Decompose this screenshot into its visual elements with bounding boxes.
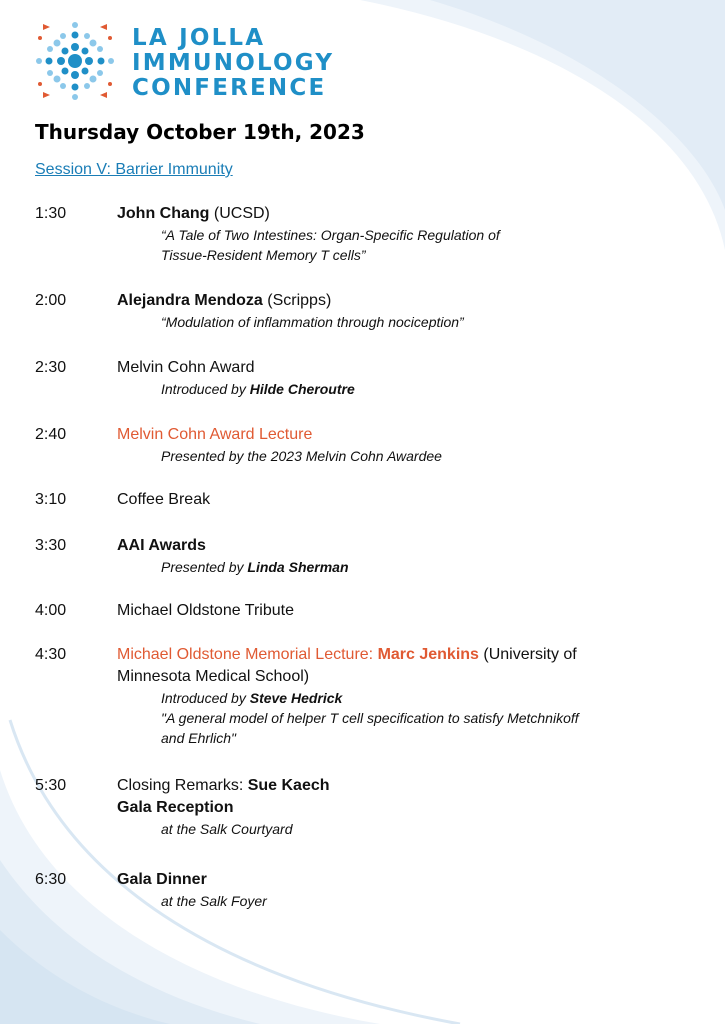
- agenda-time: 4:00: [35, 602, 67, 619]
- speaker-affiliation: (Scripps): [267, 292, 332, 309]
- agenda-intro: [117, 379, 705, 399]
- agenda-intro: [117, 688, 705, 708]
- speaker-affiliation-cont: Minnesota Medical School): [117, 668, 310, 685]
- talk-title-line-2: Tissue-Resident Memory T cells”: [161, 247, 366, 263]
- immune-cell-logo-icon: [30, 16, 120, 106]
- intro-prefix: Introduced by: [161, 381, 250, 397]
- agenda-time: 5:30: [35, 777, 67, 794]
- agenda-item: [35, 357, 705, 424]
- speaker-name: Sue Kaech: [247, 777, 330, 794]
- speaker-name: Marc Jenkins: [377, 646, 479, 663]
- agenda-item: [35, 644, 705, 775]
- agenda-note: at the Salk Courtyard: [161, 821, 293, 837]
- agenda-item: [35, 600, 705, 644]
- speaker-name: John Chang: [117, 205, 210, 222]
- agenda-speaker-line: [117, 775, 705, 797]
- talk-title-line-2: and Ehrlich": [161, 730, 237, 746]
- agenda-time: 3:30: [35, 537, 67, 554]
- speaker-name: Alejandra Mendoza: [117, 292, 263, 309]
- agenda-item: [35, 424, 705, 489]
- intro-name: Steve Hedrick: [249, 690, 343, 706]
- agenda-speaker-line: [117, 290, 705, 312]
- session-link[interactable]: Session V: Barrier Immunity: [35, 161, 233, 178]
- agenda-title: Coffee Break: [117, 491, 211, 508]
- agenda-time: 4:30: [35, 646, 67, 663]
- agenda-speaker-line: [117, 644, 705, 666]
- agenda-time: 1:30: [35, 205, 67, 222]
- agenda-item: [35, 775, 705, 869]
- agenda-time: 2:00: [35, 292, 67, 309]
- lecture-title: Michael Oldstone Memorial Lecture:: [117, 646, 378, 663]
- agenda-time: 2:40: [35, 426, 67, 443]
- agenda-time: 2:30: [35, 359, 67, 376]
- agenda-time: 6:30: [35, 871, 67, 888]
- agenda-title: Melvin Cohn Award: [117, 359, 255, 376]
- intro-name: Hilde Cheroutre: [249, 381, 355, 397]
- logo-line-3: CONFERENCE: [132, 75, 327, 101]
- agenda-list: [35, 203, 705, 913]
- agenda-note: Presented by the 2023 Melvin Cohn Awardee: [161, 448, 442, 464]
- agenda-title: AAI Awards: [117, 537, 206, 554]
- agenda-note: at the Salk Foyer: [161, 893, 267, 909]
- intro-prefix: Presented by: [161, 559, 248, 575]
- speaker-affiliation: (University of: [478, 646, 577, 663]
- agenda-item: [35, 535, 705, 600]
- speaker-affiliation: (UCSD): [213, 205, 270, 222]
- agenda-label: Closing Remarks:: [117, 777, 248, 794]
- day-title: Thursday October 19th, 2023: [35, 120, 365, 144]
- agenda-item: [35, 203, 705, 269]
- agenda-item: [35, 869, 705, 913]
- agenda-item: [35, 489, 705, 535]
- intro-name: Linda Sherman: [247, 559, 349, 575]
- agenda-title: Michael Oldstone Tribute: [117, 602, 294, 619]
- agenda-speaker-line: [117, 203, 705, 225]
- agenda-item: [35, 290, 705, 357]
- logo-line-1: LA JOLLA: [132, 25, 266, 51]
- lecture-title: Melvin Cohn Award Lecture: [117, 426, 313, 443]
- agenda-intro: [117, 557, 705, 577]
- talk-title: “Modulation of inflammation through nociception”: [161, 314, 464, 330]
- talk-title-line-1: “A Tale of Two Intestines: Organ-Specific Regulation of: [161, 227, 500, 243]
- agenda-title: Gala Dinner: [117, 871, 207, 888]
- conference-logo: [30, 16, 335, 106]
- agenda-title: Gala Reception: [117, 799, 234, 816]
- logo-wordmark: [132, 26, 334, 101]
- logo-line-2: IMMUNOLOGY: [132, 50, 335, 76]
- agenda-time: 3:10: [35, 491, 67, 508]
- intro-prefix: Introduced by: [161, 690, 250, 706]
- talk-title-line-1: "A general model of helper T cell specification to satisfy Metchnikoff: [161, 710, 579, 726]
